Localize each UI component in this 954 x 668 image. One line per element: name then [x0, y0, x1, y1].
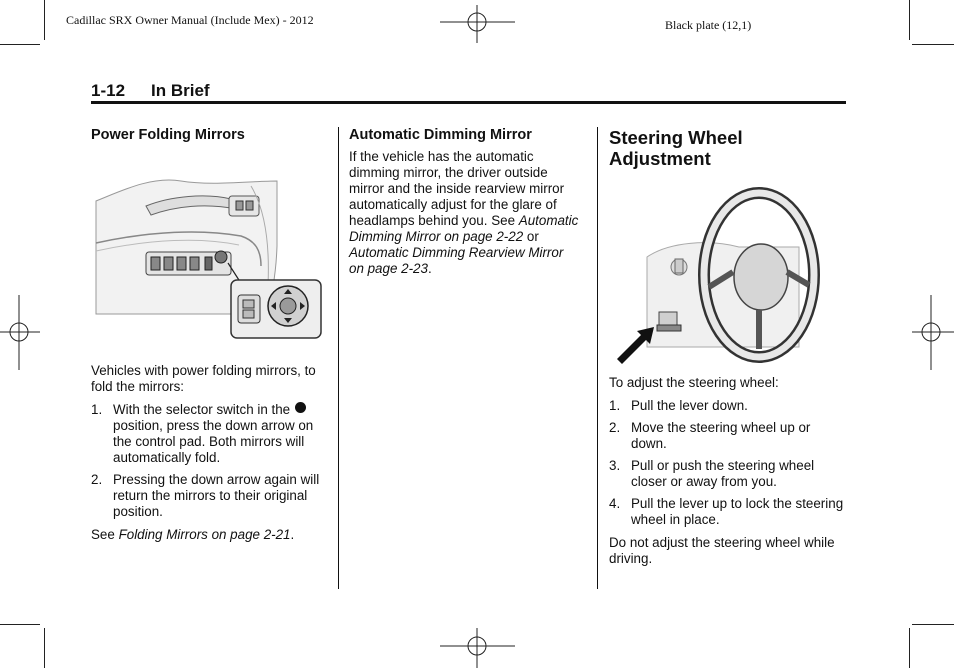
heading-steering-wheel-adjustment: Steering Wheel Adjustment [609, 127, 743, 169]
section-title [91, 81, 210, 101]
selector-dot-icon [295, 402, 306, 413]
registration-mark-bottom [440, 628, 515, 668]
section-rule [91, 101, 846, 104]
list-item: 1. With the selector switch in the position, press the down arrow on the control pad. Both mirrors will automatically fold. [91, 402, 314, 465]
steering-steps [609, 398, 846, 528]
list-item: 2. Pressing the down arrow again will return the mirrors to their original position. [91, 472, 320, 519]
steering-intro: To adjust the steering wheel: [609, 375, 779, 390]
steering-wheel-illustration [609, 177, 846, 367]
list-item: 4. Pull the lever up to lock the steering wheel in place. [609, 496, 844, 527]
power-folding-steps [91, 402, 323, 520]
header-right-text: Black plate (12,1) [665, 18, 752, 32]
door-switch-illustration [91, 151, 323, 351]
dimming-rearview-link[interactable]: Automatic Dimming Rearview Mirror on page 2-23 [349, 245, 564, 276]
column-divider-2 [597, 127, 598, 589]
section-number: 1-12 [91, 81, 126, 100]
dimming-mirror-body: If the vehicle has the automatic dimming mirror, the driver outside mirror and the inside rearview mirror automatically adjust for the glare of headlamps behind you. See Automatic Dimming Mirror on page 2-22 or Automatic Dimming Rearview Mirror on page 2-23. [349, 149, 579, 276]
registration-mark-left [0, 295, 40, 370]
column-power-folding-mirrors [91, 127, 323, 550]
registration-mark-right [912, 295, 954, 370]
column-automatic-dimming-mirror [349, 127, 581, 284]
list-item: 1. Pull the lever down. [609, 398, 748, 413]
list-item: 3. Pull or push the steering wheel closer or away from you. [609, 458, 815, 489]
column-divider-1 [338, 127, 339, 589]
dimming-mirror-link[interactable]: Automatic Dimming Mirror on page 2-22 [349, 213, 579, 244]
list-item: 2. Move the steering wheel up or down. [609, 420, 811, 451]
folding-mirrors-reference: See Folding Mirrors on page 2-21. [91, 527, 295, 542]
header-left-text: Cadillac SRX Owner Manual (Include Mex) - 2012 [66, 13, 314, 27]
section-name: In Brief [151, 81, 210, 100]
heading-power-folding-mirrors: Power Folding Mirrors [91, 127, 245, 143]
heading-automatic-dimming-mirror: Automatic Dimming Mirror [349, 127, 532, 143]
registration-mark-top [440, 5, 515, 43]
column-steering-wheel-adjustment [609, 127, 846, 574]
steering-warning: Do not adjust the steering wheel while driving. [609, 535, 835, 566]
folding-mirrors-link[interactable]: Folding Mirrors on page 2-21 [118, 527, 291, 542]
power-folding-intro: Vehicles with power folding mirrors, to fold the mirrors: [91, 363, 316, 394]
